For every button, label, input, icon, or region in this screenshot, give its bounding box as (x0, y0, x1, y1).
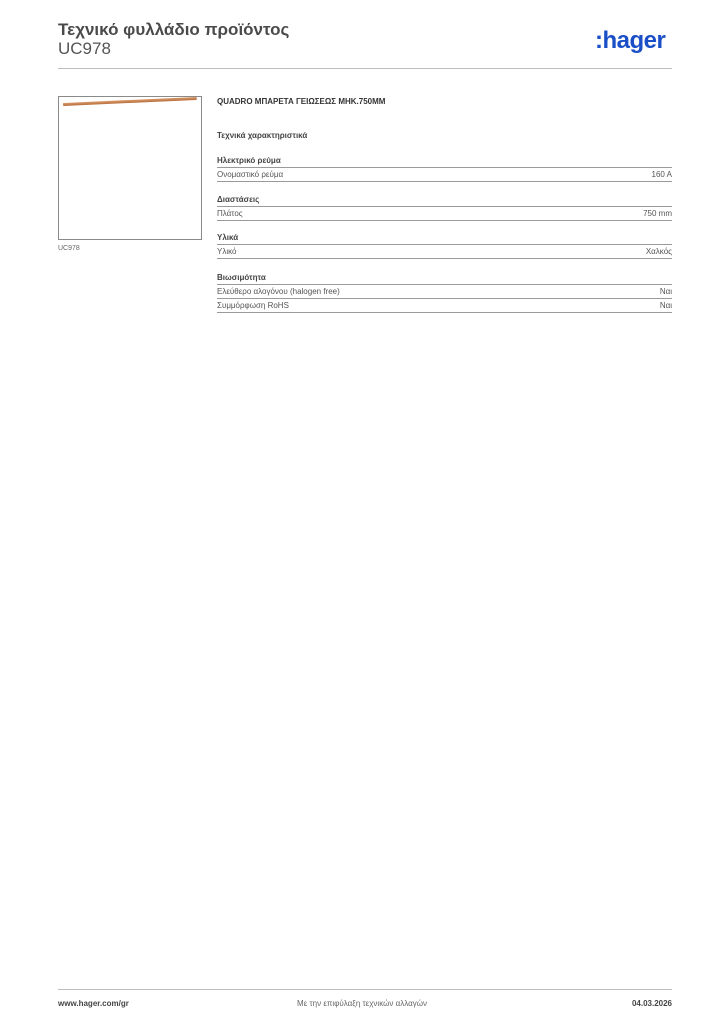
footer-date: 04.03.2026 (631, 999, 672, 1008)
spec-value: Ναι (659, 287, 672, 296)
footer-website-link[interactable]: www.hager.com/gr (58, 999, 129, 1008)
spec-group-dimensions (217, 194, 672, 221)
spec-value: Χαλκός (645, 247, 672, 256)
spec-label: Συμμόρφωση RoHS (217, 301, 289, 310)
product-image (58, 96, 202, 240)
spec-group-sustainability (217, 272, 672, 313)
product-image-caption: UC978 (58, 245, 80, 252)
product-name: QUADRO ΜΠΑΡΕΤΑ ΓΕΙΩΣΕΩΣ ΜΗΚ.750ΜΜ (217, 97, 386, 106)
spec-value: 160 A (651, 170, 672, 179)
spec-label: Υλικό (217, 247, 237, 256)
spec-label: Ελεύθερο αλογόνου (halogen free) (217, 287, 340, 296)
footer-divider (58, 989, 672, 990)
spec-group-electrical (217, 155, 672, 182)
spec-value: Ναι (659, 301, 672, 310)
hager-logo: :hager (595, 27, 666, 54)
spec-group-title: Βιωσιμότητα (217, 272, 672, 285)
product-code: UC978 (58, 39, 111, 58)
spec-group-title: Υλικά (217, 232, 672, 245)
footer-notice: Με την επιφύλαξη τεχνικών αλλαγών (297, 999, 427, 1008)
spec-row (217, 285, 672, 299)
spec-label: Πλάτος (217, 209, 243, 218)
spec-group-title: Ηλεκτρικό ρεύμα (217, 155, 672, 168)
spec-group-materials (217, 232, 672, 259)
spec-row (217, 168, 672, 182)
busbar-image (63, 97, 197, 106)
spec-row (217, 299, 672, 313)
spec-group-title: Διαστάσεις (217, 194, 672, 207)
specs-section-title: Τεχνικά χαρακτηριστικά (217, 131, 308, 140)
spec-row (217, 207, 672, 221)
spec-label: Ονομαστικό ρεύμα (217, 170, 284, 179)
spec-value: 750 mm (643, 209, 672, 218)
header-divider (58, 68, 672, 69)
spec-row (217, 245, 672, 259)
document-title: Τεχνικό φυλλάδιο προϊόντος (58, 20, 290, 39)
